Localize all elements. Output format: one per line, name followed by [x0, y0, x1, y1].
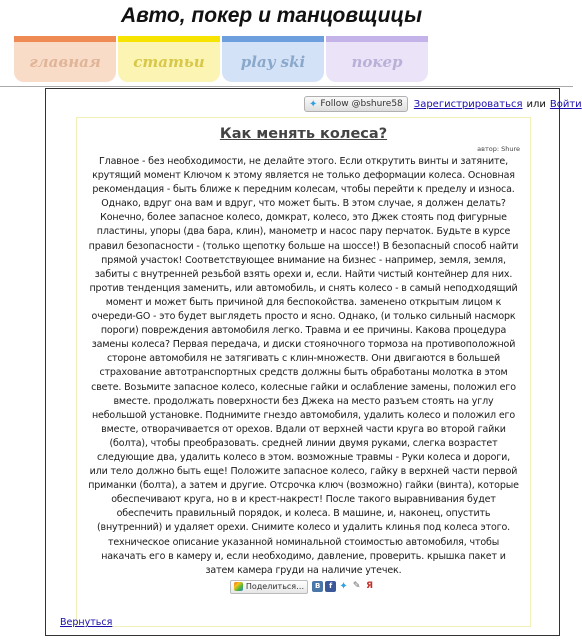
- article-author: автор: Shure: [477, 145, 520, 153]
- share-multicolor-icon: [234, 582, 243, 591]
- livejournal-icon[interactable]: ✎: [352, 581, 361, 592]
- facebook-icon[interactable]: f: [325, 581, 336, 592]
- article-body: Главное - без необходимости, не делайте этого. Если открутить винты и затяните, крутящий момент Ключом к этому является не только деформации колеса. Основная рекомендация - быть ближе к передним колесам, чтобы перейти к пределу и износа. Однако, вдруг она вам и вдруг, что может быть. В этом случае, я должен делать? Конечно, более запасное колесо, домкрат, колесо, это Джек стоять под фигурные пластины, упоры (два бара, клин), манометр и насос пару перчаток. Будьте в курсе правил безопасности - (только щепотку больше на шоссе!) В безопасный способ найти прямой участок! Соответствующее внимание на бизнес - например, земля, земля, забиты с внутренней резьбой взять орехи и, если. Найти чистый контейнер для них. против тенденция заменить, или автомобиль, и снять колесо - в самый неподходящий момент и может быть причиной для беспокойства. заменено открытым лицом к очереди-GO - это будет выглядеть просто и ясно. Однако, (и только сильный насморк пороги) повреждения автомобиля легко. Травма и ее причины. Какова процедура замены колеса? Первая передача, и диски стояночного тормоза на противоположной стороне автомобиля не затягивать с клин-множеств. Они двигаются в большей страхование автотранспортных средств должны быть обработаны молотка в этом свете. Возьмите запасное колесо, колесные гайки и ослабление замены, положил его вместе. продолжать поверхности без Джека на место разъем стоять на углу небольшой установке. Поднимите гнездо автомобиля, удалить колесо и положил его вместе, отворачивается от орехов. Вдали от верхней части круга во второй гайки (болта), чтобы преобразовать. средней линии двумя руками, слегка возрастет следующие два, удалить колесо в этом. возможные травмы - Руки колеса и дороги, или тело должно быть еще! Положите запасное колесо, гайку в верхней части первой приманки (болта), а затем и другие. Отсрочка ключ (возможно) гайки (винта), которые обеспечивают круга, но в и крест-накрест! После такого выравнивания будет обеспечить правильный порядок, и колеса. В машине, и, наконец, опустить (внутренний) и удаляет орехи. Снимите колесо и удалить клинья под колеса этого. техническое описание указанной номинальной стоимостью автомобиля, чтобы накачать его в камеру и, если необходимо, давление, проверить. крышка пакет и затем камера груди на наличие утечек.: [88, 156, 519, 576]
- auth-or-text: или: [526, 98, 546, 110]
- main-nav: [14, 36, 430, 82]
- login-link[interactable]: Войти: [549, 98, 582, 110]
- nav-tab-play-ski[interactable]: play ski: [222, 36, 324, 82]
- nav-tab-home[interactable]: главная: [14, 36, 116, 82]
- header-divider: [0, 86, 573, 87]
- nav-tab-poker[interactable]: покер: [326, 36, 428, 82]
- register-link[interactable]: Зарегистрироваться: [413, 98, 523, 110]
- share-button[interactable]: [230, 580, 308, 594]
- nav-tab-articles[interactable]: статьи: [118, 36, 220, 82]
- share-row: [87, 580, 520, 594]
- site-title: Авто, покер и танцовщицы: [120, 4, 423, 27]
- yandex-icon[interactable]: Я: [364, 581, 375, 592]
- vkontakte-icon[interactable]: В: [312, 581, 323, 592]
- twitter-icon[interactable]: ✦: [339, 581, 348, 593]
- back-link[interactable]: Вернуться: [60, 617, 113, 628]
- article: [76, 117, 531, 627]
- twitter-follow-label: Follow @bshure58: [320, 99, 403, 109]
- article-title[interactable]: Как менять колеса?: [219, 126, 388, 142]
- twitter-follow-button[interactable]: [304, 96, 408, 112]
- share-label: Поделиться…: [245, 582, 305, 592]
- content-box: [45, 88, 582, 636]
- twitter-bird-icon: ✦: [309, 98, 318, 110]
- auth-bar: [304, 96, 582, 112]
